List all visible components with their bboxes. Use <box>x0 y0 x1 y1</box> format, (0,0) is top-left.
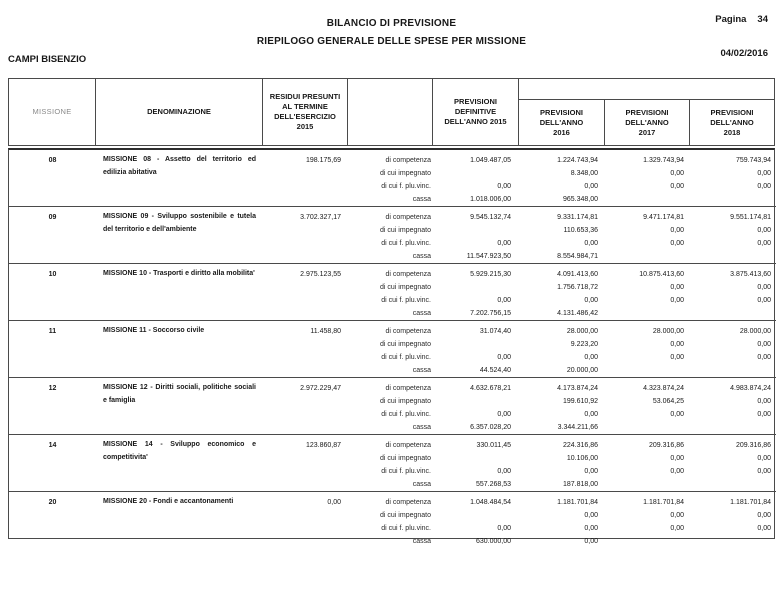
header-denominazione: DENOMINAZIONE <box>96 79 263 145</box>
value-impegnato-2018: 0,00 <box>757 284 771 291</box>
value-f-plu-vinc-2018: 0,00 <box>757 183 771 190</box>
value-impegnato-2017: 0,00 <box>670 341 684 348</box>
value-impegnato-2016: 110.653,36 <box>563 227 598 234</box>
value-competenza-2017: 1.181.701,84 <box>643 499 684 506</box>
row-label-di-cui-f-plu-vinc: di cui f. plu.vinc. <box>381 183 431 190</box>
table-body <box>8 148 775 545</box>
value-impegnato-2016: 199.610,92 <box>562 398 598 405</box>
value-f-plu-vinc-2018: 0,00 <box>757 411 771 418</box>
value-cassa-2015: 1.018.006,00 <box>470 196 511 203</box>
value-competenza-2018: 28.000,00 <box>739 328 771 335</box>
value-cassa-2015: 557.268,53 <box>475 481 511 488</box>
value-cassa-2018 <box>692 478 776 491</box>
value-impegnato-2017: 0,00 <box>670 170 684 177</box>
value-cassa-2017 <box>606 250 692 263</box>
missione-code: 08 <box>48 157 57 164</box>
value-cassa-2016: 8.554.984,71 <box>557 253 598 260</box>
value-competenza-2015: 1.049.487,05 <box>470 157 511 164</box>
value-competenza-2018: 209.316,86 <box>735 442 771 449</box>
value-f-plu-vinc-2016: 0,00 <box>584 411 598 418</box>
row-label-di-cui-impegnato: di cui impegnato <box>380 284 431 291</box>
value-cassa-2015: 11.547.923,50 <box>466 253 511 260</box>
value-impegnato-2018: 0,00 <box>757 455 771 462</box>
value-competenza-2017: 9.471.174,81 <box>643 214 684 221</box>
row-label-di-cui-impegnato: di cui impegnato <box>380 398 431 405</box>
value-f-plu-vinc-2018: 0,00 <box>757 525 771 532</box>
value-competenza-2015: 5.929.215,30 <box>470 271 511 278</box>
residui-value: 2.972.229,47 <box>300 385 341 392</box>
residui-value: 0,00 <box>327 499 341 506</box>
row-label-cassa: cassa <box>412 253 431 260</box>
value-impegnato-2018: 0,00 <box>757 341 771 348</box>
value-f-plu-vinc-2018: 0,00 <box>757 354 771 361</box>
value-cassa-2017 <box>606 364 692 377</box>
value-competenza-2017: 4.323.874,24 <box>643 385 684 392</box>
value-competenza-2018: 3.875.413,60 <box>730 271 771 278</box>
row-label-di-competenza: di competenza <box>385 499 431 506</box>
value-cassa-2018 <box>692 535 776 548</box>
value-impegnato-2018: 0,00 <box>757 170 771 177</box>
value-cassa-2016: 4.131.486,42 <box>557 310 598 317</box>
residui-value: 2.975.123,55 <box>300 271 341 278</box>
row-label-di-cui-f-plu-vinc: di cui f. plu.vinc. <box>381 354 431 361</box>
missione-denominazione: MISSIONE 08 - Assetto del territorio ed edilizia abitativa <box>103 156 256 176</box>
header-previsioni-2018 <box>689 100 774 145</box>
value-competenza-2017: 209.316,86 <box>648 442 684 449</box>
value-f-plu-vinc-2015: 0,00 <box>497 468 511 475</box>
value-competenza-2015: 4.632.678,21 <box>470 385 511 392</box>
value-impegnato-2015 <box>433 167 519 180</box>
page-number-label: Pagina <box>715 14 747 25</box>
value-competenza-2017: 10.875.413,60 <box>639 271 684 278</box>
value-competenza-2016: 1.224.743,94 <box>557 157 598 164</box>
value-competenza-2018: 1.181.701,84 <box>730 499 771 506</box>
row-label-cassa: cassa <box>412 424 431 431</box>
header-years-group <box>519 79 774 145</box>
row-label-di-cui-f-plu-vinc: di cui f. plu.vinc. <box>381 240 431 247</box>
value-impegnato-2017: 0,00 <box>670 455 684 462</box>
value-impegnato-2016: 8.348,00 <box>570 170 598 177</box>
header-previsioni-2016-year: 2016 <box>553 127 570 137</box>
value-f-plu-vinc-2017: 0,00 <box>670 183 684 190</box>
report-date: 04/02/2016 <box>720 48 768 59</box>
row-label-di-competenza: di competenza <box>385 214 431 221</box>
missione-denominazione: MISSIONE 10 - Trasporti e diritto alla mobilita' <box>103 270 255 277</box>
row-label-di-cui-impegnato: di cui impegnato <box>380 170 431 177</box>
value-f-plu-vinc-2016: 0,00 <box>584 354 598 361</box>
value-f-plu-vinc-2018: 0,00 <box>757 468 771 475</box>
row-label-di-cui-impegnato: di cui impegnato <box>380 455 431 462</box>
value-cassa-2017 <box>606 307 692 320</box>
value-impegnato-2017: 53.064,25 <box>652 398 684 405</box>
row-label-di-cui-impegnato: di cui impegnato <box>380 512 431 519</box>
header-years-empty-cell <box>519 79 774 100</box>
value-impegnato-2017: 0,00 <box>670 512 684 519</box>
header-previsioni-2016 <box>519 100 604 145</box>
value-f-plu-vinc-2016: 0,00 <box>584 468 598 475</box>
value-impegnato-2017: 0,00 <box>670 227 684 234</box>
value-cassa-2018 <box>692 250 776 263</box>
missione-denominazione: MISSIONE 20 - Fondi e accantonamenti <box>103 498 234 505</box>
value-competenza-2016: 28.000,00 <box>566 328 598 335</box>
missione-denominazione: MISSIONE 09 - Sviluppo sostenibile e tutela del territorio e dell'ambiente <box>103 213 256 233</box>
missione-denominazione: MISSIONE 14 - Sviluppo economico e competitivita' <box>103 441 256 461</box>
row-label-di-competenza: di competenza <box>385 385 431 392</box>
value-f-plu-vinc-2015: 0,00 <box>497 525 511 532</box>
value-competenza-2015: 9.545.132,74 <box>470 214 511 221</box>
value-cassa-2018 <box>692 421 776 434</box>
report-title-block <box>0 15 783 51</box>
value-impegnato-2016: 9.223,20 <box>570 341 598 348</box>
residui-value: 123.860,87 <box>305 442 341 449</box>
value-impegnato-2016: 0,00 <box>584 512 598 519</box>
value-cassa-2015: 6.357.028,20 <box>470 424 511 431</box>
value-cassa-2016: 3.344.211,66 <box>557 424 598 431</box>
missione-code: 14 <box>48 442 57 449</box>
header-previsioni-2018-label: PREVISIONI DELL'ANNO <box>710 107 754 127</box>
value-cassa-2015: 630.000,00 <box>475 538 511 545</box>
value-impegnato-2017: 0,00 <box>670 284 684 291</box>
missione-denominazione: MISSIONE 11 - Soccorso civile <box>103 327 205 334</box>
value-impegnato-2015 <box>433 224 519 237</box>
value-competenza-2018: 4.983.874,24 <box>730 385 771 392</box>
value-competenza-2017: 28.000,00 <box>652 328 684 335</box>
value-f-plu-vinc-2017: 0,00 <box>670 240 684 247</box>
header-previsioni-2016-label: PREVISIONI DELL'ANNO <box>539 107 584 127</box>
page-number-value: 34 <box>757 14 768 25</box>
value-f-plu-vinc-2017: 0,00 <box>670 354 684 361</box>
value-f-plu-vinc-2016: 0,00 <box>584 240 598 247</box>
value-impegnato-2018: 0,00 <box>757 227 771 234</box>
value-competenza-2015: 1.048.484,54 <box>470 499 511 506</box>
missione-code: 11 <box>48 328 57 335</box>
residui-value: 3.702.327,17 <box>300 214 341 221</box>
value-cassa-2018 <box>692 364 776 377</box>
page-info <box>715 14 768 59</box>
value-cassa-2017 <box>606 193 692 206</box>
row-label-di-cui-f-plu-vinc: di cui f. plu.vinc. <box>381 468 431 475</box>
value-competenza-2016: 9.331.174,81 <box>557 214 598 221</box>
value-competenza-2016: 1.181.701,84 <box>557 499 598 506</box>
value-f-plu-vinc-2017: 0,00 <box>670 297 684 304</box>
value-impegnato-2015 <box>433 395 519 408</box>
value-cassa-2015: 7.202.756,15 <box>470 310 511 317</box>
row-label-di-competenza: di competenza <box>385 271 431 278</box>
header-residui-presunti: RESIDUI PRESUNTI AL TERMINE DELL'ESERCIZIO 2015 <box>263 79 348 145</box>
table-row <box>9 264 776 321</box>
value-competenza-2015: 330.011,45 <box>476 442 511 449</box>
value-cassa-2016: 0,00 <box>584 538 598 545</box>
value-f-plu-vinc-2015: 0,00 <box>497 240 511 247</box>
report-title: BILANCIO DI PREVISIONE <box>326 18 457 29</box>
table-row <box>9 492 776 548</box>
header-previsioni-2017-label: PREVISIONI DELL'ANNO <box>625 107 669 127</box>
table-row <box>9 435 776 492</box>
value-f-plu-vinc-2015: 0,00 <box>497 183 511 190</box>
row-label-cassa: cassa <box>412 196 431 203</box>
value-cassa-2017 <box>606 478 692 491</box>
row-label-di-cui-impegnato: di cui impegnato <box>380 227 431 234</box>
value-cassa-2016: 965.348,00 <box>562 196 598 203</box>
header-blank <box>348 79 433 145</box>
residui-value: 198.175,69 <box>305 157 341 164</box>
value-competenza-2016: 4.173.874,24 <box>557 385 598 392</box>
value-cassa-2018 <box>692 307 776 320</box>
value-impegnato-2016: 10.106,00 <box>566 455 598 462</box>
missione-code: 12 <box>48 385 57 392</box>
missione-denominazione: MISSIONE 12 - Diritti sociali, politiche sociali e famiglia <box>103 384 256 404</box>
header-missione: MISSIONE <box>9 79 96 145</box>
value-cassa-2016: 20.000,00 <box>566 367 598 374</box>
value-f-plu-vinc-2015: 0,00 <box>497 297 511 304</box>
value-f-plu-vinc-2015: 0,00 <box>497 411 511 418</box>
table-header <box>8 78 775 146</box>
row-label-di-competenza: di competenza <box>385 442 431 449</box>
value-impegnato-2018: 0,00 <box>757 512 771 519</box>
value-f-plu-vinc-2017: 0,00 <box>670 525 684 532</box>
value-cassa-2016: 187.818,00 <box>562 481 598 488</box>
value-competenza-2017: 1.329.743,94 <box>643 157 684 164</box>
header-previsioni-definitive-2015: PREVISIONI DEFINITIVE DELL'ANNO 2015 <box>433 79 519 145</box>
value-cassa-2017 <box>606 421 692 434</box>
value-impegnato-2015 <box>433 452 519 465</box>
value-f-plu-vinc-2017: 0,00 <box>670 468 684 475</box>
header-previsioni-2017-year: 2017 <box>638 127 656 137</box>
value-f-plu-vinc-2016: 0,00 <box>584 297 598 304</box>
table-row <box>9 321 776 378</box>
header-years-row <box>519 100 774 145</box>
row-label-di-cui-f-plu-vinc: di cui f. plu.vinc. <box>381 525 431 532</box>
table-row <box>9 207 776 264</box>
page-number <box>715 14 768 25</box>
missione-code: 20 <box>48 499 57 506</box>
value-competenza-2016: 224.316,86 <box>562 442 598 449</box>
header-previsioni-2017 <box>604 100 689 145</box>
row-label-di-competenza: di competenza <box>385 157 431 164</box>
row-label-di-cui-f-plu-vinc: di cui f. plu.vinc. <box>381 411 431 418</box>
entity-name: CAMPI BISENZIO <box>8 54 87 65</box>
value-f-plu-vinc-2016: 0,00 <box>584 525 598 532</box>
report-subtitle: RIEPILOGO GENERALE DELLE SPESE PER MISSIONE <box>256 36 527 47</box>
value-f-plu-vinc-2015: 0,00 <box>497 354 511 361</box>
row-label-cassa: cassa <box>412 310 431 317</box>
residui-value: 11.458,80 <box>310 328 341 335</box>
value-competenza-2016: 4.091.413,60 <box>557 271 598 278</box>
table-row <box>9 378 776 435</box>
value-f-plu-vinc-2016: 0,00 <box>584 183 598 190</box>
value-impegnato-2016: 1.756.718,72 <box>557 284 598 291</box>
row-label-di-cui-impegnato: di cui impegnato <box>380 341 431 348</box>
missione-code: 09 <box>48 214 57 221</box>
value-impegnato-2018: 0,00 <box>757 398 771 405</box>
row-label-di-cui-f-plu-vinc: di cui f. plu.vinc. <box>381 297 431 304</box>
row-label-di-competenza: di competenza <box>385 328 431 335</box>
value-impegnato-2015 <box>433 281 519 294</box>
value-cassa-2018 <box>692 193 776 206</box>
header-previsioni-2018-year: 2018 <box>723 127 741 137</box>
value-impegnato-2015 <box>433 509 519 522</box>
value-cassa-2015: 44.524,40 <box>479 367 511 374</box>
value-f-plu-vinc-2017: 0,00 <box>670 411 684 418</box>
missione-code: 10 <box>48 271 57 278</box>
value-competenza-2018: 9.551.174,81 <box>730 214 771 221</box>
row-label-cassa: cassa <box>412 538 431 545</box>
value-cassa-2017 <box>606 535 692 548</box>
value-impegnato-2015 <box>433 338 519 351</box>
row-label-cassa: cassa <box>412 481 431 488</box>
value-f-plu-vinc-2018: 0,00 <box>757 297 771 304</box>
value-competenza-2015: 31.074,40 <box>479 328 511 335</box>
value-f-plu-vinc-2018: 0,00 <box>757 240 771 247</box>
value-competenza-2018: 759.743,94 <box>735 157 771 164</box>
table-row <box>9 150 776 207</box>
row-label-cassa: cassa <box>412 367 431 374</box>
